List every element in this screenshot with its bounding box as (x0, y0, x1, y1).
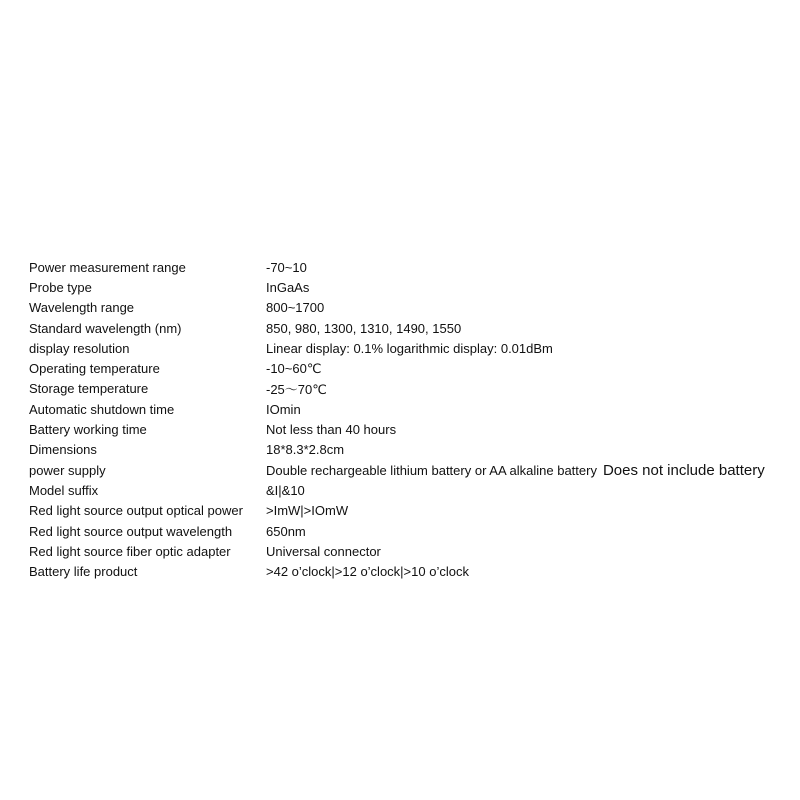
spec-row-probe-type (29, 277, 789, 297)
spec-label: Red light source output wavelength (29, 523, 233, 539)
spec-value: >42 o’clock|>12 o’clock|>10 o’clock (266, 564, 469, 580)
spec-value: IOmin (266, 401, 301, 417)
spec-label: Red light source output optical power (29, 503, 243, 519)
battery-note: Does not include battery (602, 461, 765, 479)
spec-row-automatic-shutdown-time (29, 399, 789, 419)
spec-label: Standard wavelength (nm) (29, 320, 182, 336)
spec-value: 850, 980, 1300, 1310, 1490, 1550 (266, 320, 462, 336)
spec-row-standard-wavelength (29, 318, 789, 338)
spec-value: -70~10 (266, 259, 307, 275)
spec-label: Battery working time (29, 422, 147, 438)
spec-label: Probe type (29, 279, 92, 295)
spec-row-power-measurement-range (29, 257, 789, 277)
spec-label: Model suffix (29, 482, 99, 498)
spec-row-battery-life-product (29, 561, 789, 581)
spec-row-wavelength-range (29, 298, 789, 318)
spec-value: >ImW|>IOmW (266, 503, 349, 519)
spec-label: power supply (29, 462, 106, 478)
spec-value: 18*8.3*2.8cm (266, 442, 345, 458)
spec-row-model-suffix (29, 480, 789, 500)
spec-value: InGaAs (266, 279, 310, 295)
spec-row-display-resolution (29, 338, 789, 358)
spec-row-operating-temperature (29, 358, 789, 378)
spec-value: -10~60℃ (266, 360, 322, 376)
spec-row-storage-temperature (29, 379, 789, 399)
spec-value: 650nm (266, 523, 306, 539)
spec-label: Dimensions (29, 442, 97, 458)
spec-label: Storage temperature (29, 381, 149, 397)
spec-row-dimensions (29, 440, 789, 460)
spec-label: display resolution (29, 340, 130, 356)
spec-row-red-light-fiber-adapter (29, 541, 789, 561)
spec-row-red-light-output-wavelength (29, 521, 789, 541)
spec-row-battery-working-time (29, 419, 789, 439)
spec-value: Double rechargeable lithium battery or AA alkaline battery (266, 462, 597, 478)
spec-label: Power measurement range (29, 259, 186, 275)
spec-table (29, 257, 789, 582)
spec-value: -25～70℃ (266, 382, 327, 398)
spec-label: Operating temperature (29, 361, 160, 377)
spec-label: Wavelength range (29, 300, 135, 316)
spec-value: Not less than 40 hours (266, 422, 397, 438)
spec-row-power-supply (29, 460, 789, 480)
spec-value: &I|&10 (266, 482, 305, 498)
spec-label: Automatic shutdown time (29, 401, 175, 417)
spec-label: Battery life product (29, 564, 138, 580)
spec-label: Red light source fiber optic adapter (29, 543, 231, 559)
spec-value: Universal connector (266, 543, 381, 559)
spec-value: Linear display: 0.1% logarithmic display: 0.01dBm (266, 340, 553, 356)
spec-value: 800~1700 (266, 300, 325, 316)
spec-row-red-light-output-power (29, 501, 789, 521)
